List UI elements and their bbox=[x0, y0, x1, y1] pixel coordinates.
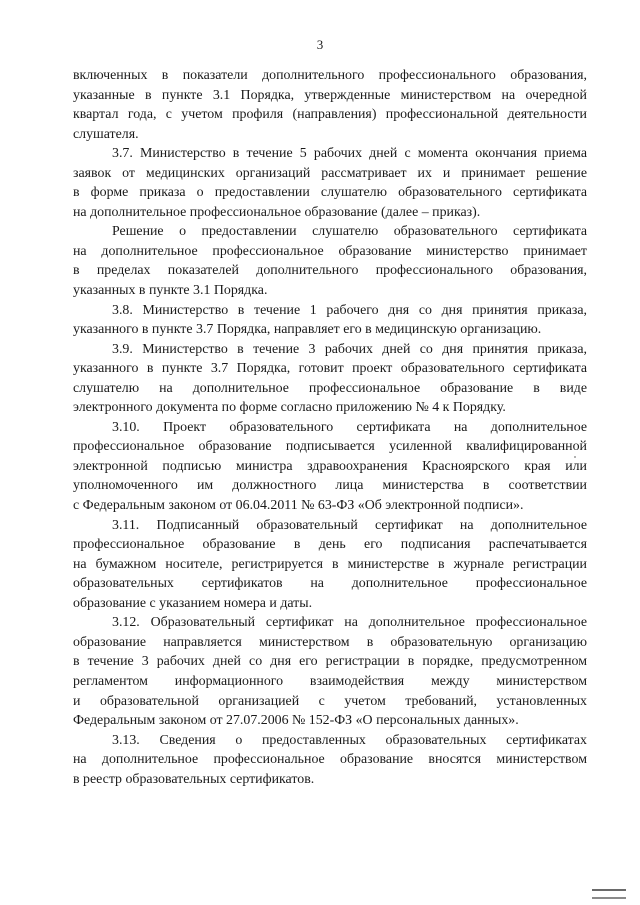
text-line: образование с указанием номера и даты. bbox=[73, 595, 313, 611]
text-line: в реестр образовательных сертификатов. bbox=[73, 771, 315, 787]
text-line: квартал года, с учетом профиля (направления) профессиональной деятельности bbox=[73, 107, 587, 123]
text-line: в форме приказа о предоставлении слушателю образовательного сертификата bbox=[73, 185, 587, 201]
text-line: указанные в пункте 3.1 Порядка, утвержденные министерством на очередной bbox=[73, 87, 587, 103]
text-line: образование направляется министерством в образовательную организацию bbox=[73, 634, 587, 650]
text-line: электронной подписью министра здравоохранения Красноярского края или bbox=[73, 458, 587, 474]
text-line: на дополнительное профессиональное образование (далее – приказ). bbox=[73, 204, 481, 220]
text-line: образовательных сертификатов на дополнительное профессиональное bbox=[73, 576, 587, 592]
text-line: 3.9. Министерство в течение 3 рабочих дней со дня принятия приказа, bbox=[112, 341, 587, 357]
text-line: указанного в пункте 3.7 Порядка, готовит проект образовательного сертификата bbox=[73, 361, 587, 377]
document-body bbox=[73, 66, 587, 789]
text-line: в течение 3 рабочих дней со дня его регистрации в порядке, предусмотренном bbox=[73, 654, 587, 670]
text-line: профессиональное образование в день его подписания распечатывается bbox=[73, 537, 587, 553]
paragraph-3-9 bbox=[73, 340, 587, 418]
paragraph-decision bbox=[73, 222, 587, 300]
text-line: слушателя. bbox=[73, 126, 139, 142]
text-line: в пределах показателей дополнительного профессионального образования, bbox=[73, 263, 587, 279]
paragraph-3-11 bbox=[73, 516, 587, 614]
text-line: 3.8. Министерство в течение 1 рабочего дня со дня принятия приказа, bbox=[112, 302, 587, 318]
paragraph-3-13 bbox=[73, 731, 587, 790]
text-line: регламентом информационного взаимодействия между министерством bbox=[73, 673, 587, 689]
paragraph-3-8 bbox=[73, 301, 587, 340]
text-line: Федеральным законом от 27.07.2006 № 152-ФЗ «О персональных данных». bbox=[73, 713, 519, 729]
text-line: заявок от медицинских организаций рассматривает их и принимает решение bbox=[73, 165, 587, 181]
text-line: на дополнительное профессиональное образование министерство принимает bbox=[73, 243, 587, 259]
text-line: указанного в пункте 3.7 Порядка, направляет его в медицинскую организацию. bbox=[73, 322, 542, 338]
text-line: уполномоченного им должностного лица министерства в соответствии bbox=[73, 478, 587, 494]
text-line: 3.7. Министерство в течение 5 рабочих дней с момента окончания приема bbox=[112, 146, 587, 162]
paragraph-continuation bbox=[73, 66, 587, 144]
scan-margin-mark bbox=[592, 897, 626, 899]
text-line: Решение о предоставлении слушателю образовательного сертификата bbox=[112, 224, 587, 240]
scan-margin-mark bbox=[592, 889, 626, 891]
text-line: на дополнительное профессиональное образование вносятся министерством bbox=[73, 752, 587, 768]
text-line: 3.11. Подписанный образовательный сертификат на дополнительное bbox=[112, 517, 587, 533]
text-line: с Федеральным законом от 06.04.2011 № 63-ФЗ «Об электронной подписи». bbox=[73, 498, 524, 514]
text-line: электронного документа по форме согласно приложению № 4 к Порядку. bbox=[73, 400, 506, 416]
text-line: включенных в показатели дополнительного профессионального образования, bbox=[73, 68, 587, 83]
text-line: 3.12. Образовательный сертификат на дополнительное профессиональное bbox=[112, 615, 587, 631]
text-line: и образовательной организацией с учетом требований, установленных bbox=[73, 693, 587, 709]
text-line: слушателю на дополнительное профессиональное образование в виде bbox=[73, 380, 587, 396]
paragraph-3-10 bbox=[73, 418, 587, 516]
paragraph-3-7 bbox=[73, 144, 587, 222]
text-line: на бумажном носителе, регистрируется в министерстве в журнале регистрации bbox=[73, 556, 587, 572]
text-line: профессиональное образование подписывается усиленной квалифицированной bbox=[73, 439, 587, 455]
page-number: 3 bbox=[316, 37, 324, 52]
text-line: указанных в пункте 3.1 Порядка. bbox=[73, 283, 268, 299]
scan-speck bbox=[574, 456, 576, 458]
text-line: 3.13. Сведения о предоставленных образовательных сертификатах bbox=[112, 732, 587, 748]
paragraph-3-12 bbox=[73, 613, 587, 730]
text-line: 3.10. Проект образовательного сертификата на дополнительное bbox=[112, 419, 587, 435]
